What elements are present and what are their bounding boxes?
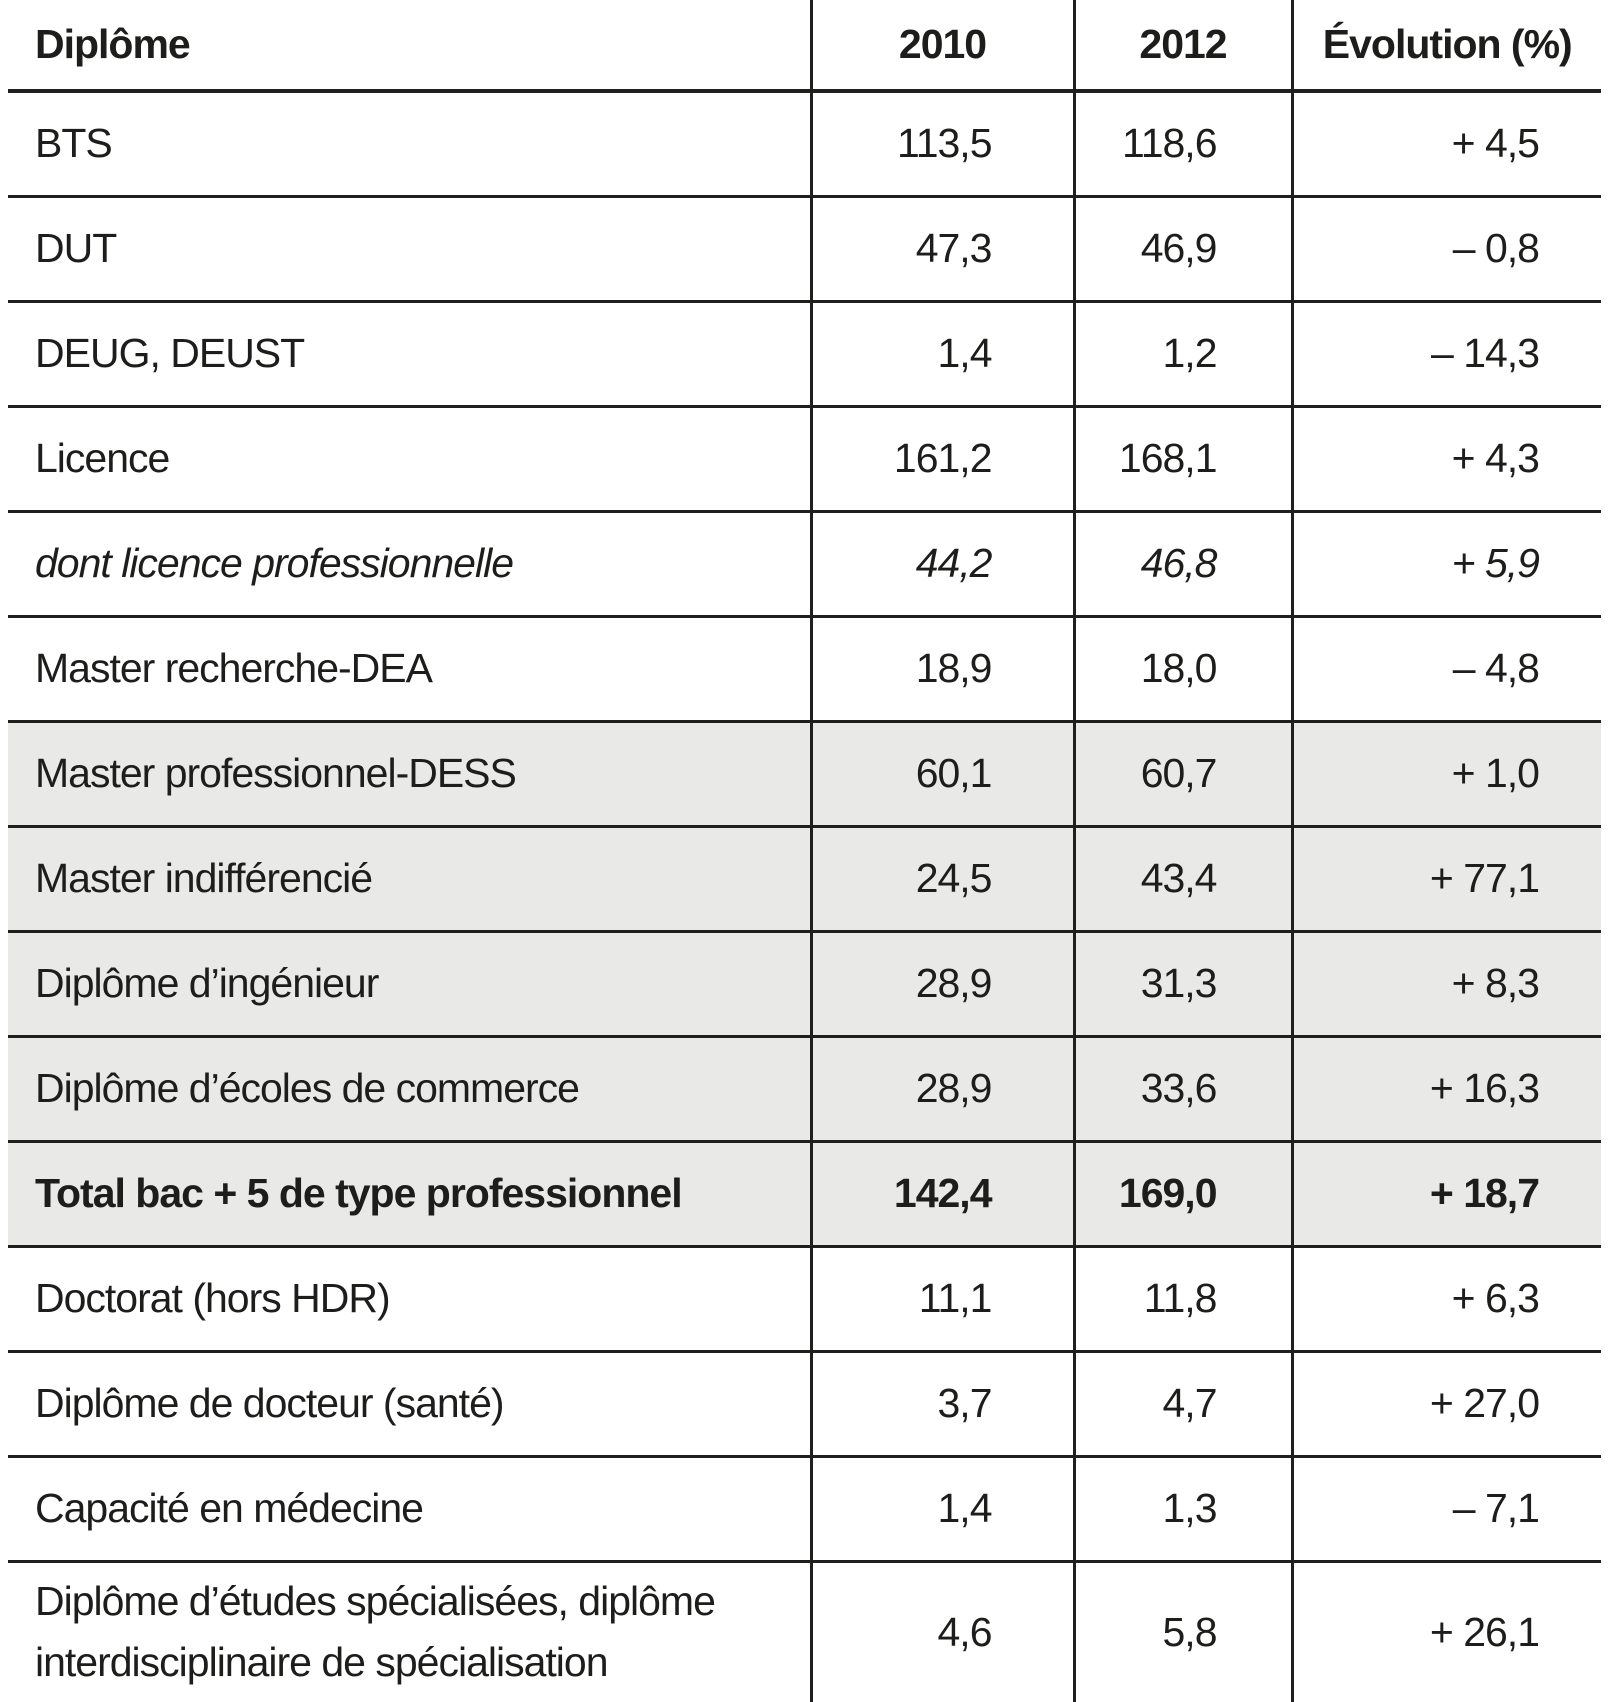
row-value-2012: 169,0 <box>1074 1141 1292 1246</box>
table-row <box>8 931 1601 1036</box>
table-row <box>8 1561 1601 1702</box>
table-row <box>8 1141 1601 1246</box>
row-value-evolution: + 5,9 <box>1292 511 1601 616</box>
table-row <box>8 616 1601 721</box>
row-value-evolution: + 18,7 <box>1292 1141 1601 1246</box>
row-value-2012: 4,7 <box>1074 1351 1292 1456</box>
row-value-2010: 1,4 <box>811 301 1074 406</box>
column-header-evolution: Évolution (%) <box>1292 0 1601 91</box>
row-value-2012: 46,9 <box>1074 196 1292 301</box>
row-value-evolution: – 7,1 <box>1292 1456 1601 1561</box>
table-header <box>8 0 1601 91</box>
row-label: DEUG, DEUST <box>35 329 305 376</box>
row-value-2010: 44,2 <box>811 511 1074 616</box>
row-value-evolution: + 6,3 <box>1292 1246 1601 1351</box>
row-value-2012: 5,8 <box>1074 1561 1292 1702</box>
row-value-2010: 11,1 <box>811 1246 1074 1351</box>
row-value-evolution: + 8,3 <box>1292 931 1601 1036</box>
row-value-2010: 3,7 <box>811 1351 1074 1456</box>
row-value-2010: 28,9 <box>811 1036 1074 1141</box>
row-value-2010: 24,5 <box>811 826 1074 931</box>
row-label: Master professionnel-DESS <box>35 749 516 796</box>
table-row <box>8 1456 1601 1561</box>
row-label: Master recherche-DEA <box>35 644 432 691</box>
table-row <box>8 301 1601 406</box>
column-header-2010: 2010 <box>811 0 1074 91</box>
row-value-evolution: – 14,3 <box>1292 301 1601 406</box>
row-value-2012: 46,8 <box>1074 511 1292 616</box>
row-value-evolution: + 77,1 <box>1292 826 1601 931</box>
table-row <box>8 511 1601 616</box>
column-header-2012: 2012 <box>1074 0 1292 91</box>
row-value-2012: 43,4 <box>1074 826 1292 931</box>
row-label: Doctorat (hors HDR) <box>35 1274 390 1321</box>
table-row <box>8 721 1601 826</box>
row-value-2010: 18,9 <box>811 616 1074 721</box>
row-value-2012: 31,3 <box>1074 931 1292 1036</box>
row-value-2010: 28,9 <box>811 931 1074 1036</box>
row-label: Total bac + 5 de type professionnel <box>35 1169 682 1216</box>
row-value-2012: 1,2 <box>1074 301 1292 406</box>
table-body <box>8 91 1601 1702</box>
row-value-evolution: + 4,3 <box>1292 406 1601 511</box>
row-value-2012: 11,8 <box>1074 1246 1292 1351</box>
row-label: Licence <box>35 434 170 481</box>
row-value-2012: 168,1 <box>1074 406 1292 511</box>
row-value-evolution: + 26,1 <box>1292 1561 1601 1702</box>
row-value-2010: 47,3 <box>811 196 1074 301</box>
table-row <box>8 406 1601 511</box>
row-label: Diplôme d’écoles de commerce <box>35 1064 579 1111</box>
row-label: Capacité en médecine <box>35 1484 423 1531</box>
row-value-2012: 33,6 <box>1074 1036 1292 1141</box>
row-label: BTS <box>35 120 112 167</box>
table-row <box>8 1246 1601 1351</box>
row-value-2010: 161,2 <box>811 406 1074 511</box>
row-value-evolution: + 1,0 <box>1292 721 1601 826</box>
row-value-2010: 113,5 <box>811 91 1074 196</box>
row-value-evolution: + 16,3 <box>1292 1036 1601 1141</box>
row-label: Diplôme de docteur (santé) <box>35 1379 504 1426</box>
header-row <box>8 0 1601 91</box>
row-value-2010: 60,1 <box>811 721 1074 826</box>
row-label: dont licence professionnelle <box>35 539 513 586</box>
row-value-evolution: – 0,8 <box>1292 196 1601 301</box>
row-value-2010: 1,4 <box>811 1456 1074 1561</box>
table-row <box>8 1036 1601 1141</box>
row-value-2012: 1,3 <box>1074 1456 1292 1561</box>
row-value-2012: 18,0 <box>1074 616 1292 721</box>
table-row <box>8 91 1601 196</box>
row-label: Diplôme d’ingénieur <box>35 959 379 1006</box>
row-value-2012: 60,7 <box>1074 721 1292 826</box>
table-row <box>8 196 1601 301</box>
row-label: Master indifférencié <box>35 854 373 901</box>
row-value-evolution: + 27,0 <box>1292 1351 1601 1456</box>
row-label: DUT <box>35 224 117 271</box>
row-value-2012: 118,6 <box>1074 91 1292 196</box>
table-row <box>8 1351 1601 1456</box>
row-value-2010: 4,6 <box>811 1561 1074 1702</box>
table-row <box>8 826 1601 931</box>
row-value-2010: 142,4 <box>811 1141 1074 1246</box>
column-header-diplome: Diplôme <box>35 20 190 67</box>
row-label: Diplôme d’études spécialisées, diplôme interdisciplinaire de spécialisation <box>35 1577 715 1686</box>
row-value-evolution: – 4,8 <box>1292 616 1601 721</box>
row-value-evolution: + 4,5 <box>1292 91 1601 196</box>
diplomas-table <box>8 0 1601 1702</box>
